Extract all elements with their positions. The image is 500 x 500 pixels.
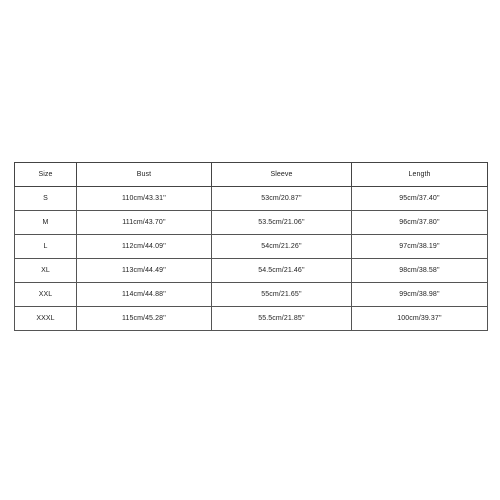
header-sleeve: Sleeve xyxy=(212,163,352,187)
header-length: Length xyxy=(352,163,488,187)
sleeve-cell: 53.5cm/21.06'' xyxy=(212,211,352,235)
length-cell: 98cm/38.58'' xyxy=(352,259,488,283)
sleeve-cell: 55cm/21.65'' xyxy=(212,283,352,307)
sleeve-cell: 53cm/20.87'' xyxy=(212,187,352,211)
length-cell: 95cm/37.40'' xyxy=(352,187,488,211)
bust-cell: 112cm/44.09'' xyxy=(77,235,212,259)
bust-cell: 110cm/43.31'' xyxy=(77,187,212,211)
size-cell: S xyxy=(15,187,77,211)
header-bust: Bust xyxy=(77,163,212,187)
length-cell: 96cm/37.80'' xyxy=(352,211,488,235)
size-cell: L xyxy=(15,235,77,259)
length-cell: 100cm/39.37'' xyxy=(352,307,488,331)
length-cell: 99cm/38.98'' xyxy=(352,283,488,307)
size-cell: M xyxy=(15,211,77,235)
sleeve-cell: 55.5cm/21.85'' xyxy=(212,307,352,331)
bust-cell: 114cm/44.88'' xyxy=(77,283,212,307)
size-chart-table xyxy=(14,162,488,331)
table-row xyxy=(15,211,488,235)
table-row xyxy=(15,187,488,211)
header-size: Size xyxy=(15,163,77,187)
bust-cell: 113cm/44.49'' xyxy=(77,259,212,283)
table-row xyxy=(15,259,488,283)
size-cell: XXXL xyxy=(15,307,77,331)
table-row xyxy=(15,307,488,331)
sleeve-cell: 54cm/21.26'' xyxy=(212,235,352,259)
size-cell: XL xyxy=(15,259,77,283)
table-row xyxy=(15,235,488,259)
length-cell: 97cm/38.19'' xyxy=(352,235,488,259)
size-cell: XXL xyxy=(15,283,77,307)
bust-cell: 111cm/43.70'' xyxy=(77,211,212,235)
table-row xyxy=(15,283,488,307)
table-header-row xyxy=(15,163,488,187)
sleeve-cell: 54.5cm/21.46'' xyxy=(212,259,352,283)
bust-cell: 115cm/45.28'' xyxy=(77,307,212,331)
